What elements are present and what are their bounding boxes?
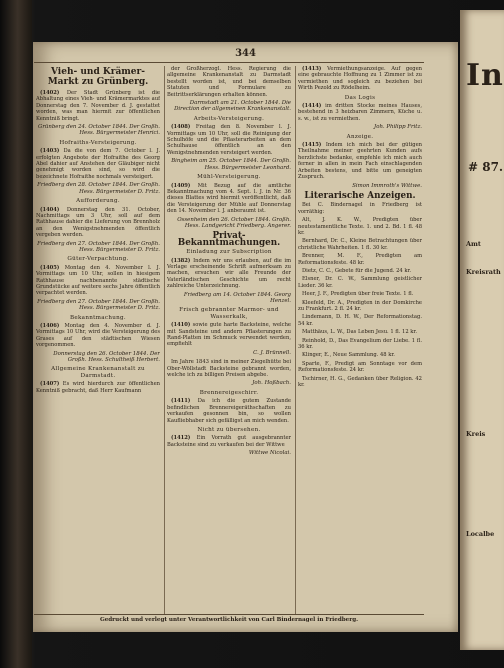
notice-text: Montag den 4. November l. J. Vormittags um 10 Uhr, sollen in hiesigem Rathhause nachbenannte städtische Grundstücke auf weitere sechs Jahre öffentlich verpachtet werden.	[36, 264, 160, 297]
notice-text: Donnerstag den 31. October, Nachmittags um 3 Uhr, soll auf dem Rathhause dahier die Lieferung von Brennholz an den Wenigstnehmenden öffentlich vergeben werden.	[36, 206, 160, 239]
notice-number: (1415)	[302, 142, 326, 149]
column-divider	[164, 66, 165, 614]
notice-text: Reinhold, D., Das Evangelium der Liebe. 1 fl. 36 kr.	[298, 337, 422, 351]
notice-text: sowie gute harte Backsteine, welche mit Sandsteine und andern Pflasterungen zu Rand-Platten im Schmuck verwendet werden, empfiehlt	[167, 322, 291, 348]
column-1	[36, 66, 160, 614]
notice-entry	[36, 323, 160, 349]
notice-entry	[167, 66, 291, 98]
notice-text: Kleefeld, Dr. A., Predigten in der Domkirche zu Frankfurt. 2 fl. 24 kr.	[298, 299, 422, 312]
notice-title: Brennereigeschirr.	[199, 389, 259, 396]
notice-text: Dietz, C. C., Gebete für die Jugend. 24 kr.	[302, 267, 412, 274]
notice-text: Indem ich mich bei der gütigen Theilnahme meiner geehrten Kunden aufs herzlichste bedanke, empfehle ich mich auch ferner in allen in mein Fach einschlagenden Arbeiten bestens, und bitte um geneigten Zuspruch.	[298, 142, 422, 181]
notice-signature: Wittwe Nicolai.	[248, 450, 291, 457]
notice-text: Tschirner, H. G., Gedanken über Religion. 42 kr.	[298, 375, 422, 389]
notice-entry	[298, 361, 422, 374]
notice-entry	[167, 398, 291, 424]
notice-number: (1411)	[171, 398, 198, 405]
notice-text: der Großherzogl. Hess. Regierung die allgemeine Krankenanstalt zu Darmstadt bestellt worden ist, und bei demselben Statuten und Formulare zu Beitrittserklärungen erhalten können.	[167, 66, 291, 98]
notice-signature: Bingheim am 25. October 1844. Der Großh. Hess. Bürgermeister Leonhard.	[171, 158, 291, 171]
top-rule	[34, 62, 424, 63]
bottom-rule	[34, 614, 424, 615]
column-2	[167, 66, 291, 614]
page-number: 344	[235, 48, 256, 59]
notice-number: (1405)	[40, 264, 65, 271]
notice-number: (1409)	[171, 182, 198, 189]
notice-signature: Friedberg den 27. October 1844. Der Großh. Hess. Bürgermeister D. Fritz.	[37, 298, 160, 312]
notice-entry	[36, 381, 160, 394]
notice-signature: Joh. Hoßbach.	[252, 380, 291, 387]
section-heading: Literarische Anzeigen.	[304, 190, 416, 201]
notice-text: Heer, J. F., Predigten über freie Texte. 1 fl.	[302, 291, 414, 298]
notice-text: Lindemann, D. H. W., Der Reformationstag. 54 kr.	[298, 314, 422, 327]
notice-text: Vermiethungsanzeige. Auf gegen eine gebrauchte Hoffnung zu 1 Zimmer ist zu vermiethen und sogleich zu beziehen bei Wirth Pezold zu Rödelheim.	[298, 66, 422, 92]
notice-title: Aufforderung.	[76, 198, 120, 205]
notice-title: Das Logis	[344, 94, 376, 101]
notice-entry	[298, 352, 422, 358]
notice-entry	[298, 253, 422, 266]
facing-page	[460, 10, 504, 650]
notice-signature: Friedberg den 27. October 1844. Der Großh. Hess. Bürgermeister D. Fritz.	[37, 240, 160, 253]
notice-entry	[298, 66, 422, 92]
notice-entry	[167, 183, 291, 215]
notice-text: Ein Vorrath gut ausgebrannter Backsteine sind zu verkaufen bei der Wittwe	[167, 435, 291, 448]
notice-text: Bernhard, Dr. C., Kleine Betrachtungen über christliche Wahrheiten. 1 fl. 30 kr.	[298, 238, 422, 251]
notice-title: Einladung zur Subscription	[186, 249, 272, 256]
notice-entry	[167, 435, 291, 448]
notice-signature: Ossenheim den 26. October 1844. Großh. Hess. Landgericht Friedberg. Angerer.	[177, 216, 291, 229]
notice-entry	[298, 314, 422, 327]
column-3	[298, 66, 422, 614]
book-spine	[0, 0, 32, 668]
notice-title: Nicht zu übersehen.	[197, 426, 261, 433]
notice-text: Mit Bezug auf die amtliche Bekanntmachung vom 4. Sept. l. J. in Nr. 36 dieses Blattes wird hiermit veröffentlicht, daß die Versteigerung der Mühle auf Donnerstag den 14. November l. J. anberaumt ist.	[167, 182, 291, 215]
notice-entry	[298, 291, 422, 297]
notice-number: (1402)	[40, 90, 67, 96]
notice-signature: Joh. Philipp Fritz.	[374, 124, 422, 131]
notice-entry	[298, 300, 422, 313]
notice-number: (1406)	[40, 323, 65, 329]
notice-entry	[36, 148, 160, 180]
notice-entry	[298, 329, 422, 335]
facing-page-heading: Localbe	[466, 530, 495, 538]
notice-text: Da die von dem 7. October l. J. erfolgten Angebote der Hofraithe des Georg Abel dahier auf Anstehen der Gläubiger nicht genehmigt worden sind, so wird die bezeichnete Hofraithe nochmals versteigert.	[36, 148, 160, 180]
notice-entry	[167, 359, 291, 378]
notice-signature: Darmstadt am 21. October 1844. Die Direction der allgemeinen Krankenanstalt.	[174, 100, 291, 113]
notice-entry	[298, 276, 422, 289]
notice-title: Bekanntmachung.	[69, 314, 127, 321]
section-heading: Privat-Bekanntmachungen.	[177, 231, 281, 248]
notice-text: Indem wir uns erlauben, auf die im Verlage erscheinende Schrift aufmerksam zu machen, ersuchen wir alle Freunde der Vaterländischen Geschichte um recht zahlreiche Unterzeichnung.	[167, 257, 291, 290]
notice-signature: Simon Immroth's Wittwe.	[352, 182, 422, 189]
notice-number: (1410)	[171, 322, 193, 329]
notice-signature: Friedberg am 14. October 1844. Georg Henzel.	[183, 291, 291, 304]
notice-text: Brenner, M. F., Predigten am Reformationsfeste. 48 kr.	[298, 253, 422, 266]
notice-text: Im Jahre 1843 sind in meiner Ziegelhütte bei Ober-Wöllstadt Backsteine gebrannt worden, welche ich zu billigen Preisen abgebe.	[167, 359, 291, 379]
notice-text: Freitag den 8. November l. J. Vormittags um 10 Uhr, soll die Reinigung der Schulhöfe und die Pflasterarbeiten an dem Schulhause öffentlich an den Wenigstnehmenden versteigert werden.	[167, 124, 291, 156]
notice-number: (1408)	[171, 124, 196, 131]
notice-entry	[36, 90, 160, 122]
notice-text: Bei C. Bindernagel in Friedberg ist vorräthig:	[298, 202, 422, 215]
notice-title: Arbeits-Versteigerung.	[193, 115, 265, 122]
facing-page-heading: Amt	[466, 240, 481, 248]
notice-title: Mühl-Versteigerung.	[197, 174, 261, 181]
notice-entry	[167, 322, 291, 348]
notice-text: Da ich die gutem Zustande befindlichen Brennereigeräthschaften zu verkaufen gesonnen bin, so wollen Kaufliebhaber sich gefälligst an mich wenden.	[167, 398, 291, 424]
notice-title: Allgemeine Krankenanstalt zu Darmstadt.	[51, 366, 145, 379]
notice-text: Montag den 4. November d. J. Vormittags 10 Uhr, wird die Versteigerung des Grases auf den städtischen Wiesen vorgenommen.	[36, 323, 160, 349]
notice-number: (1404)	[40, 206, 67, 213]
imprint-footer: Gedruckt und verlegt unter Verantwortlichkeit von Carl Bindernagel in Friedberg.	[99, 617, 359, 623]
notice-entry	[298, 217, 422, 236]
notice-entry	[167, 258, 291, 290]
notice-text: Es wird hierdurch zur öffentlichen Kenntniß gebracht, daß Herr Kaufmann	[36, 381, 160, 394]
notice-text: Klinger, E., Neue Sammlung. 48 kr.	[302, 352, 395, 359]
notice-entry	[298, 202, 422, 215]
facing-page-heading: Kreis	[466, 430, 486, 438]
notice-signature: Donnerstag den 26. October 1844. Der Großh. Hess. Schultheiß Herbert.	[53, 350, 160, 364]
notice-text: Elsner, Dr. C. W., Sammlung geistlicher Lieder. 36 kr.	[298, 276, 422, 289]
notice-text: Der Stadt Grünberg ist die Abhaltung eines Vieh- und Krämermarktes auf Donnerstag den 7. November d. J. gestattet worden, was man hiermit zur öffentlichen Kenntniß bringt.	[36, 90, 160, 122]
notice-number: (1407)	[40, 381, 63, 388]
notice-entry	[36, 207, 160, 239]
section-heading: Vieh- und Krämer-Markt zu Grünberg.	[47, 67, 149, 87]
facing-page-masthead: In	[466, 58, 504, 93]
notice-entry	[298, 238, 422, 251]
notice-number: (1382)	[171, 257, 194, 264]
notice-number: (1413)	[302, 66, 328, 72]
notice-text: Matthäus, L. W., Das Leben Jesu. 1 fl. 12 kr.	[302, 329, 417, 336]
notice-title: Hofraiths-Versteigerung.	[59, 139, 137, 146]
notice-entry	[298, 268, 422, 274]
notice-entry	[298, 376, 422, 389]
notice-entry	[36, 265, 160, 297]
notice-text: Sparte, F., Predigt am Sonntage vor dem Reformationsfeste. 24 kr.	[298, 360, 422, 374]
notice-title: Frisch gebrannter Marmor- und Wasserkalk,	[179, 307, 279, 320]
notice-entry	[298, 142, 422, 180]
notice-title: Anzeige.	[346, 133, 374, 140]
notice-number: (1403)	[40, 148, 64, 155]
notice-number: (1414)	[302, 103, 326, 110]
notice-entry	[298, 103, 422, 122]
notice-entry	[298, 338, 422, 351]
notice-signature: Grünberg den 24. October 1844. Der Großh. Hess. Bürgermeister Henrici.	[38, 124, 160, 137]
notice-title: Güter-Verpachtung.	[67, 256, 129, 263]
notice-text: im dritten Stocke meines Hauses, bestehend in 3 heizbaren Zimmern, Küche u. s. w., ist zu vermiethen.	[298, 103, 422, 122]
notice-entry	[167, 124, 291, 156]
notice-signature: C. J. Brünnell.	[253, 349, 291, 356]
column-divider	[295, 66, 296, 614]
facing-page-issue-number: # 87.	[468, 160, 504, 174]
notice-signature: Friedberg den 28. October 1844. Der Großh. Hess. Bürgermeister D. Fritz.	[37, 182, 160, 195]
notice-number: (1412)	[171, 435, 197, 442]
notice-text: Alt, J. K. W., Predigten über neutestamentliche Texte. 1. und 2. Bd. 1 fl. 48 kr.	[298, 217, 422, 236]
facing-page-heading: Kreisrath	[466, 268, 501, 276]
